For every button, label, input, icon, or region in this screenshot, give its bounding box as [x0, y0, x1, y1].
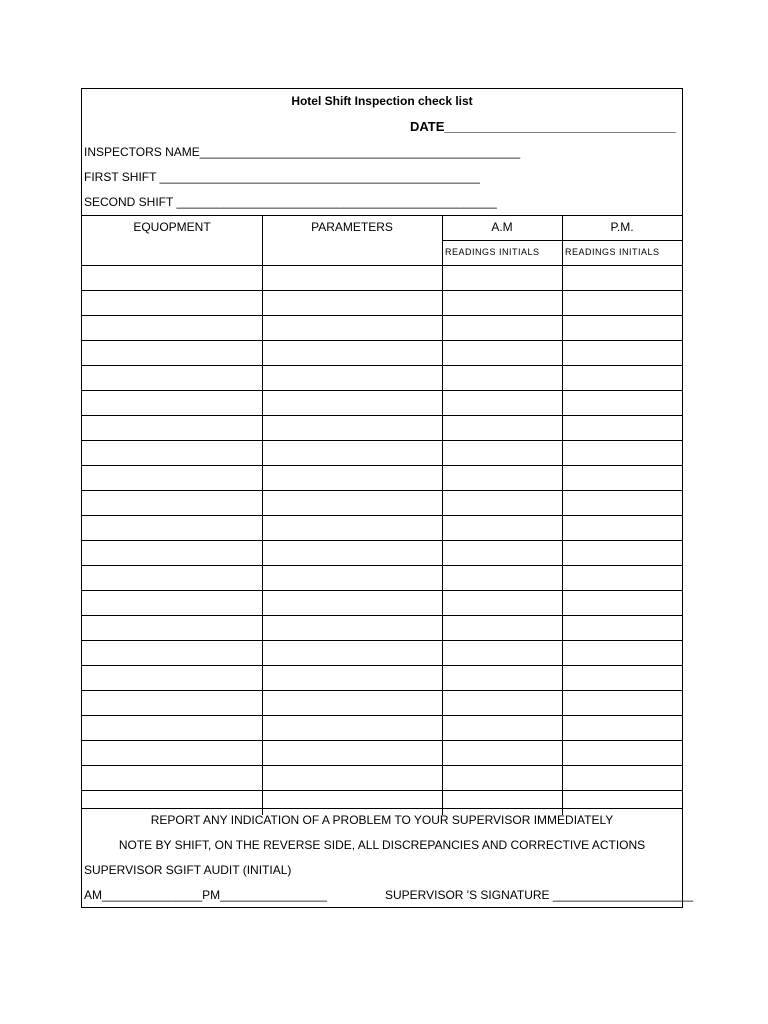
- footer-divider: [82, 808, 682, 809]
- cell-divider: [262, 291, 263, 315]
- cell-divider: [262, 791, 263, 815]
- table-row[interactable]: [82, 590, 682, 615]
- cell-divider: [442, 341, 443, 365]
- cell-divider: [562, 441, 563, 465]
- table-row[interactable]: [82, 290, 682, 315]
- first-shift-field[interactable]: FIRST SHIFT ________________________________________________: [84, 170, 480, 184]
- cell-divider: [262, 766, 263, 790]
- cell-divider: [262, 691, 263, 715]
- cell-divider: [442, 266, 443, 290]
- table-row[interactable]: [82, 490, 682, 515]
- table-row[interactable]: [82, 515, 682, 540]
- header-am-readings-initials: READINGS INITIALS: [445, 247, 540, 257]
- cell-divider: [442, 691, 443, 715]
- supervisor-audit-label: SUPERVISOR SGIFT AUDIT (INITIAL): [84, 863, 292, 877]
- header-sub-divider: [442, 240, 682, 241]
- cell-divider: [562, 616, 563, 640]
- cell-divider: [442, 741, 443, 765]
- cell-divider: [562, 791, 563, 815]
- cell-divider: [442, 791, 443, 815]
- table-row[interactable]: [82, 565, 682, 590]
- table-row[interactable]: [82, 390, 682, 415]
- cell-divider: [262, 616, 263, 640]
- cell-divider: [262, 666, 263, 690]
- table-row[interactable]: [82, 315, 682, 340]
- table-row[interactable]: [82, 740, 682, 765]
- header-parameters: PARAMETERS: [311, 220, 393, 234]
- table-row[interactable]: [82, 540, 682, 565]
- cell-divider: [562, 766, 563, 790]
- table-row[interactable]: [82, 265, 682, 290]
- cell-divider: [442, 291, 443, 315]
- inspectors-name-field[interactable]: INSPECTORS NAME________________________________________________: [84, 145, 521, 159]
- table-row[interactable]: [82, 615, 682, 640]
- table-row[interactable]: [82, 715, 682, 740]
- cell-divider: [562, 316, 563, 340]
- cell-divider: [442, 441, 443, 465]
- table-row[interactable]: [82, 365, 682, 390]
- table-row[interactable]: [82, 790, 682, 815]
- cell-divider: [442, 716, 443, 740]
- table-row[interactable]: [82, 340, 682, 365]
- header-pm-readings-initials: READINGS INITIALS: [565, 247, 660, 257]
- cell-divider: [262, 591, 263, 615]
- cell-divider: [562, 666, 563, 690]
- cell-divider: [262, 366, 263, 390]
- header-am: A.M: [491, 220, 513, 234]
- cell-divider: [562, 366, 563, 390]
- am-pm-initial-fields[interactable]: AM_______________PM________________: [84, 888, 327, 902]
- cell-divider: [442, 766, 443, 790]
- cell-divider: [562, 566, 563, 590]
- second-shift-field[interactable]: SECOND SHIFT ________________________________________________: [84, 195, 497, 209]
- cell-divider: [442, 316, 443, 340]
- cell-divider: [262, 541, 263, 565]
- cell-divider: [562, 291, 563, 315]
- table-row[interactable]: [82, 440, 682, 465]
- table-top-divider: [82, 215, 682, 216]
- inspection-form: [81, 88, 694, 908]
- cell-divider: [562, 541, 563, 565]
- cell-divider: [262, 316, 263, 340]
- cell-divider: [262, 566, 263, 590]
- table-row[interactable]: [82, 690, 682, 715]
- cell-divider: [442, 666, 443, 690]
- cell-divider: [562, 741, 563, 765]
- cell-divider: [562, 516, 563, 540]
- table-row[interactable]: [82, 415, 682, 440]
- cell-divider: [562, 641, 563, 665]
- table-row[interactable]: [82, 465, 682, 490]
- cell-divider: [262, 516, 263, 540]
- cell-divider: [262, 491, 263, 515]
- header-equipment: EQUOPMENT: [133, 220, 211, 234]
- cell-divider: [562, 491, 563, 515]
- table-row[interactable]: [82, 765, 682, 790]
- cell-divider: [262, 641, 263, 665]
- table-row[interactable]: [82, 640, 682, 665]
- cell-divider: [442, 391, 443, 415]
- cell-divider: [442, 366, 443, 390]
- cell-divider: [562, 341, 563, 365]
- cell-divider: [442, 616, 443, 640]
- cell-divider: [562, 266, 563, 290]
- cell-divider: [262, 741, 263, 765]
- cell-divider: [442, 416, 443, 440]
- cell-divider: [262, 466, 263, 490]
- cell-divider: [262, 416, 263, 440]
- cell-divider: [442, 641, 443, 665]
- cell-divider: [262, 716, 263, 740]
- date-field[interactable]: DATE________________________________: [410, 119, 676, 134]
- cell-divider: [562, 716, 563, 740]
- cell-divider: [562, 466, 563, 490]
- cell-divider: [442, 466, 443, 490]
- cell-divider: [442, 566, 443, 590]
- cell-divider: [262, 391, 263, 415]
- cell-divider: [562, 591, 563, 615]
- cell-divider: [262, 266, 263, 290]
- cell-divider: [562, 391, 563, 415]
- note-notice: NOTE BY SHIFT, ON THE REVERSE SIDE, ALL DISCREPANCIES AND CORRECTIVE ACTIONS: [118, 838, 646, 852]
- cell-divider: [442, 591, 443, 615]
- cell-divider: [262, 341, 263, 365]
- form-title: Hotel Shift Inspection check list: [291, 94, 473, 108]
- supervisor-signature-field[interactable]: SUPERVISOR 'S SIGNATURE _____________________: [385, 888, 694, 902]
- cell-divider: [442, 516, 443, 540]
- header-pm: P.M.: [610, 220, 634, 234]
- cell-divider: [262, 441, 263, 465]
- cell-divider: [442, 491, 443, 515]
- cell-divider: [562, 691, 563, 715]
- table-row[interactable]: [82, 665, 682, 690]
- cell-divider: [562, 416, 563, 440]
- table-body: [82, 265, 682, 815]
- report-notice: REPORT ANY INDICATION OF A PROBLEM TO YOUR SUPERVISOR IMMEDIATELY: [150, 813, 614, 827]
- cell-divider: [442, 541, 443, 565]
